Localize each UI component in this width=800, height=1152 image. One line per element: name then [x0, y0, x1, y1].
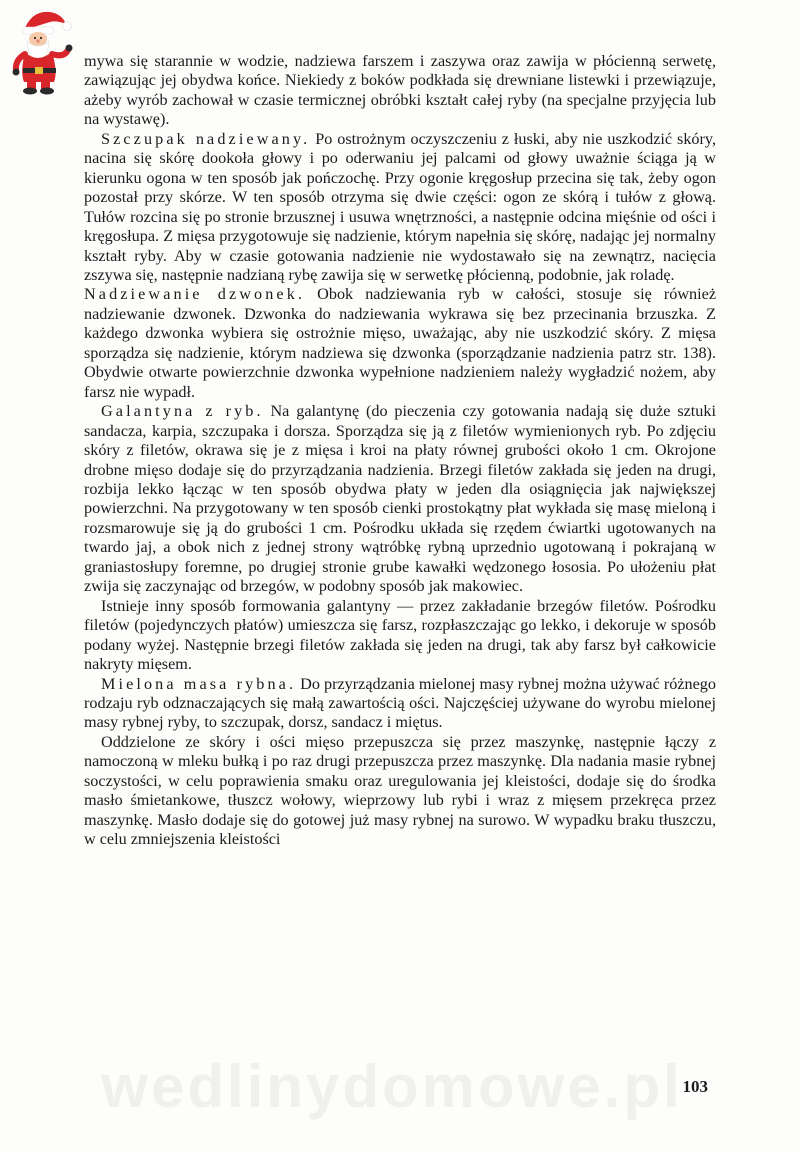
paragraph-galantyna-text: Na galantynę (do pieczenia czy gotowania nadają się duże sztuki sandacza, karpia, szczupaka i dorsza. Sporządza się ją z filetów wymienionych ryb. Po zdjęciu skóry z filetów, okrawa się je z mięsa i kroi na płaty równej grubości około 1 cm. Okrojone drobne mięso dodaje się do przyrządzania nadzienia. Brzegi filetów zakłada się jeden na drugi, rozbija lekko łącząc w ten sposób obydwa płaty w jeden dla osiągnięcia jak największej powierzchni. Na przygotowany w ten sposób cienki prostokątny płat wykłada się masę mieloną i rozsmarowuje się ją do grubości 1 cm. Pośrodku układa się rzędem ćwiartki ugotowanych na twardo jaj, a obok nich z jednej strony wątróbkę rybną uprzednio ugotowaną i pokrajaną w graniastosłupy foremne, po drugiej stronie grube kawałki wędzonego łososia. Po ułożeniu płat zwija się zaczynając od brzegów, w podobny sposób jak makowiec.: [84, 402, 716, 596]
heading-galantyna-z-ryb: Galantyna z ryb.: [101, 402, 264, 421]
paragraph-dzwonki-text: Obok nadziewania ryb w całości, stosuje się również nadziewanie dzwonek. Dzwonka do nadziewania wykrawa się bez przecinania brzuszka. Z każdego dzwonka wybiera się ostrożnie mięso, uważając, aby nie uszkodzić skóry. Z mięsa sporządza się nadzienie, którym nadziewa się dzwonka (sporządzanie nadzienia patrz str. 138). Obydwie otwarte powierzchnie dzwonka wypełnione nadzieniem należy wygładzić nożem, aby farsz nie wypadł.: [84, 285, 717, 401]
paragraph-szczupak-text: Po ostrożnym oczyszczeniu z łuski, aby nie uszkodzić skóry, nacina się skórę dookoła głowy i po oderwaniu jej palcami od głowy uważnie ściąga ją w kierunku ogona w ten sposób jak pończochę. Przy ogonie kręgosłup przecina się tak, żeby ogon pozostał przy skórze. W ten sposób otrzyma się dwie części: ogon ze skórą i tułów z głową. Tułów rozcina się po stronie brzusznej i usuwa wnętrzności, a następnie odcina mięśnie od ości i kręgosłupa. Z mięsa przygotowuje się nadzienie, którym napełnia się skórę, nadając jej normalny kształt ryby. Aby w czasie gotowania nadzienie nie wydostawało się na zewnątrz, nacięcia zszywa się, następnie nadzianą rybę zawija się w serwetkę płócienną, podobnie, jak roladę.: [84, 129, 716, 284]
watermark: wedlinydomowe.pl: [101, 1053, 683, 1120]
heading-nadziewanie-dzwonek: Nadziewanie dzwonek.: [84, 285, 306, 304]
heading-szczupak-nadziewany: Szczupak nadziewany.: [101, 129, 311, 148]
paragraph-szczupak: [84, 130, 716, 286]
page-body-text: [84, 52, 716, 850]
paragraph-oddzielone-mieso: Oddzielone ze skóry i ości mięso przepuszcza się przez maszynkę, następnie łączy z namoczoną w mleku bułką i po raz drugi przepuszcza przez maszynkę. Dla nadania masie rybnej soczystości, w celu poprawienia smaku oraz uregulowania jej kleistości, dodaje się do środka masło śmietankowe, tłuszcz wołowy, wieprzowy lub rybi i wraz z mięsem przekręca przez maszynkę. Masło dodaje się do gotowej już masy rybnej na surowo. W wypadku braku tłuszczu, w celu zmniejszenia kleistości: [84, 732, 716, 849]
paragraph-dzwonki: [84, 285, 716, 402]
santa-claus-icon: [10, 6, 76, 96]
heading-mielona-masa-rybna: Mielona masa rybna.: [101, 674, 297, 693]
paragraph-galantyna-inny-sposob: Istnieje inny sposób formowania galantyny — przez zakładanie brzegów filetów. Pośrodku filetów (pojedynczych płatów) umieszcza się farsz, rozpłaszczając go lekko, i dekoruje w sposób podany wyżej. Następnie brzegi filetów zakłada się jeden na drugi, tak aby farsz był całkowicie nakryty mięsem.: [84, 596, 716, 674]
paragraph-galantyna: [84, 402, 716, 597]
paragraph-mielona-masa: [84, 675, 716, 733]
paragraph-mielona-masa-text: Do przyrządzania mielonej masy rybnej można używać różnego rodzaju ryb odznaczających się małą zawartością ości. Najczęściej używane do wyrobu mielonej masy rybnej ryby, to szczupak, dorsz, sandacz i miętus.: [84, 674, 716, 732]
paragraph-1: mywa się starannie w wodzie, nadziewa farszem i zaszywa oraz zawija w płócienną serwetę, zawiązując jej obydwa końce. Niekiedy z boków podkłada się drewniane listewki i przewiązuje, ażeby wyrób zachował w czasie termicznej obróbki kształt całej ryby (na specjalne przyjęcia lub na wystawę).: [84, 52, 716, 129]
page-number: 103: [682, 1077, 708, 1096]
